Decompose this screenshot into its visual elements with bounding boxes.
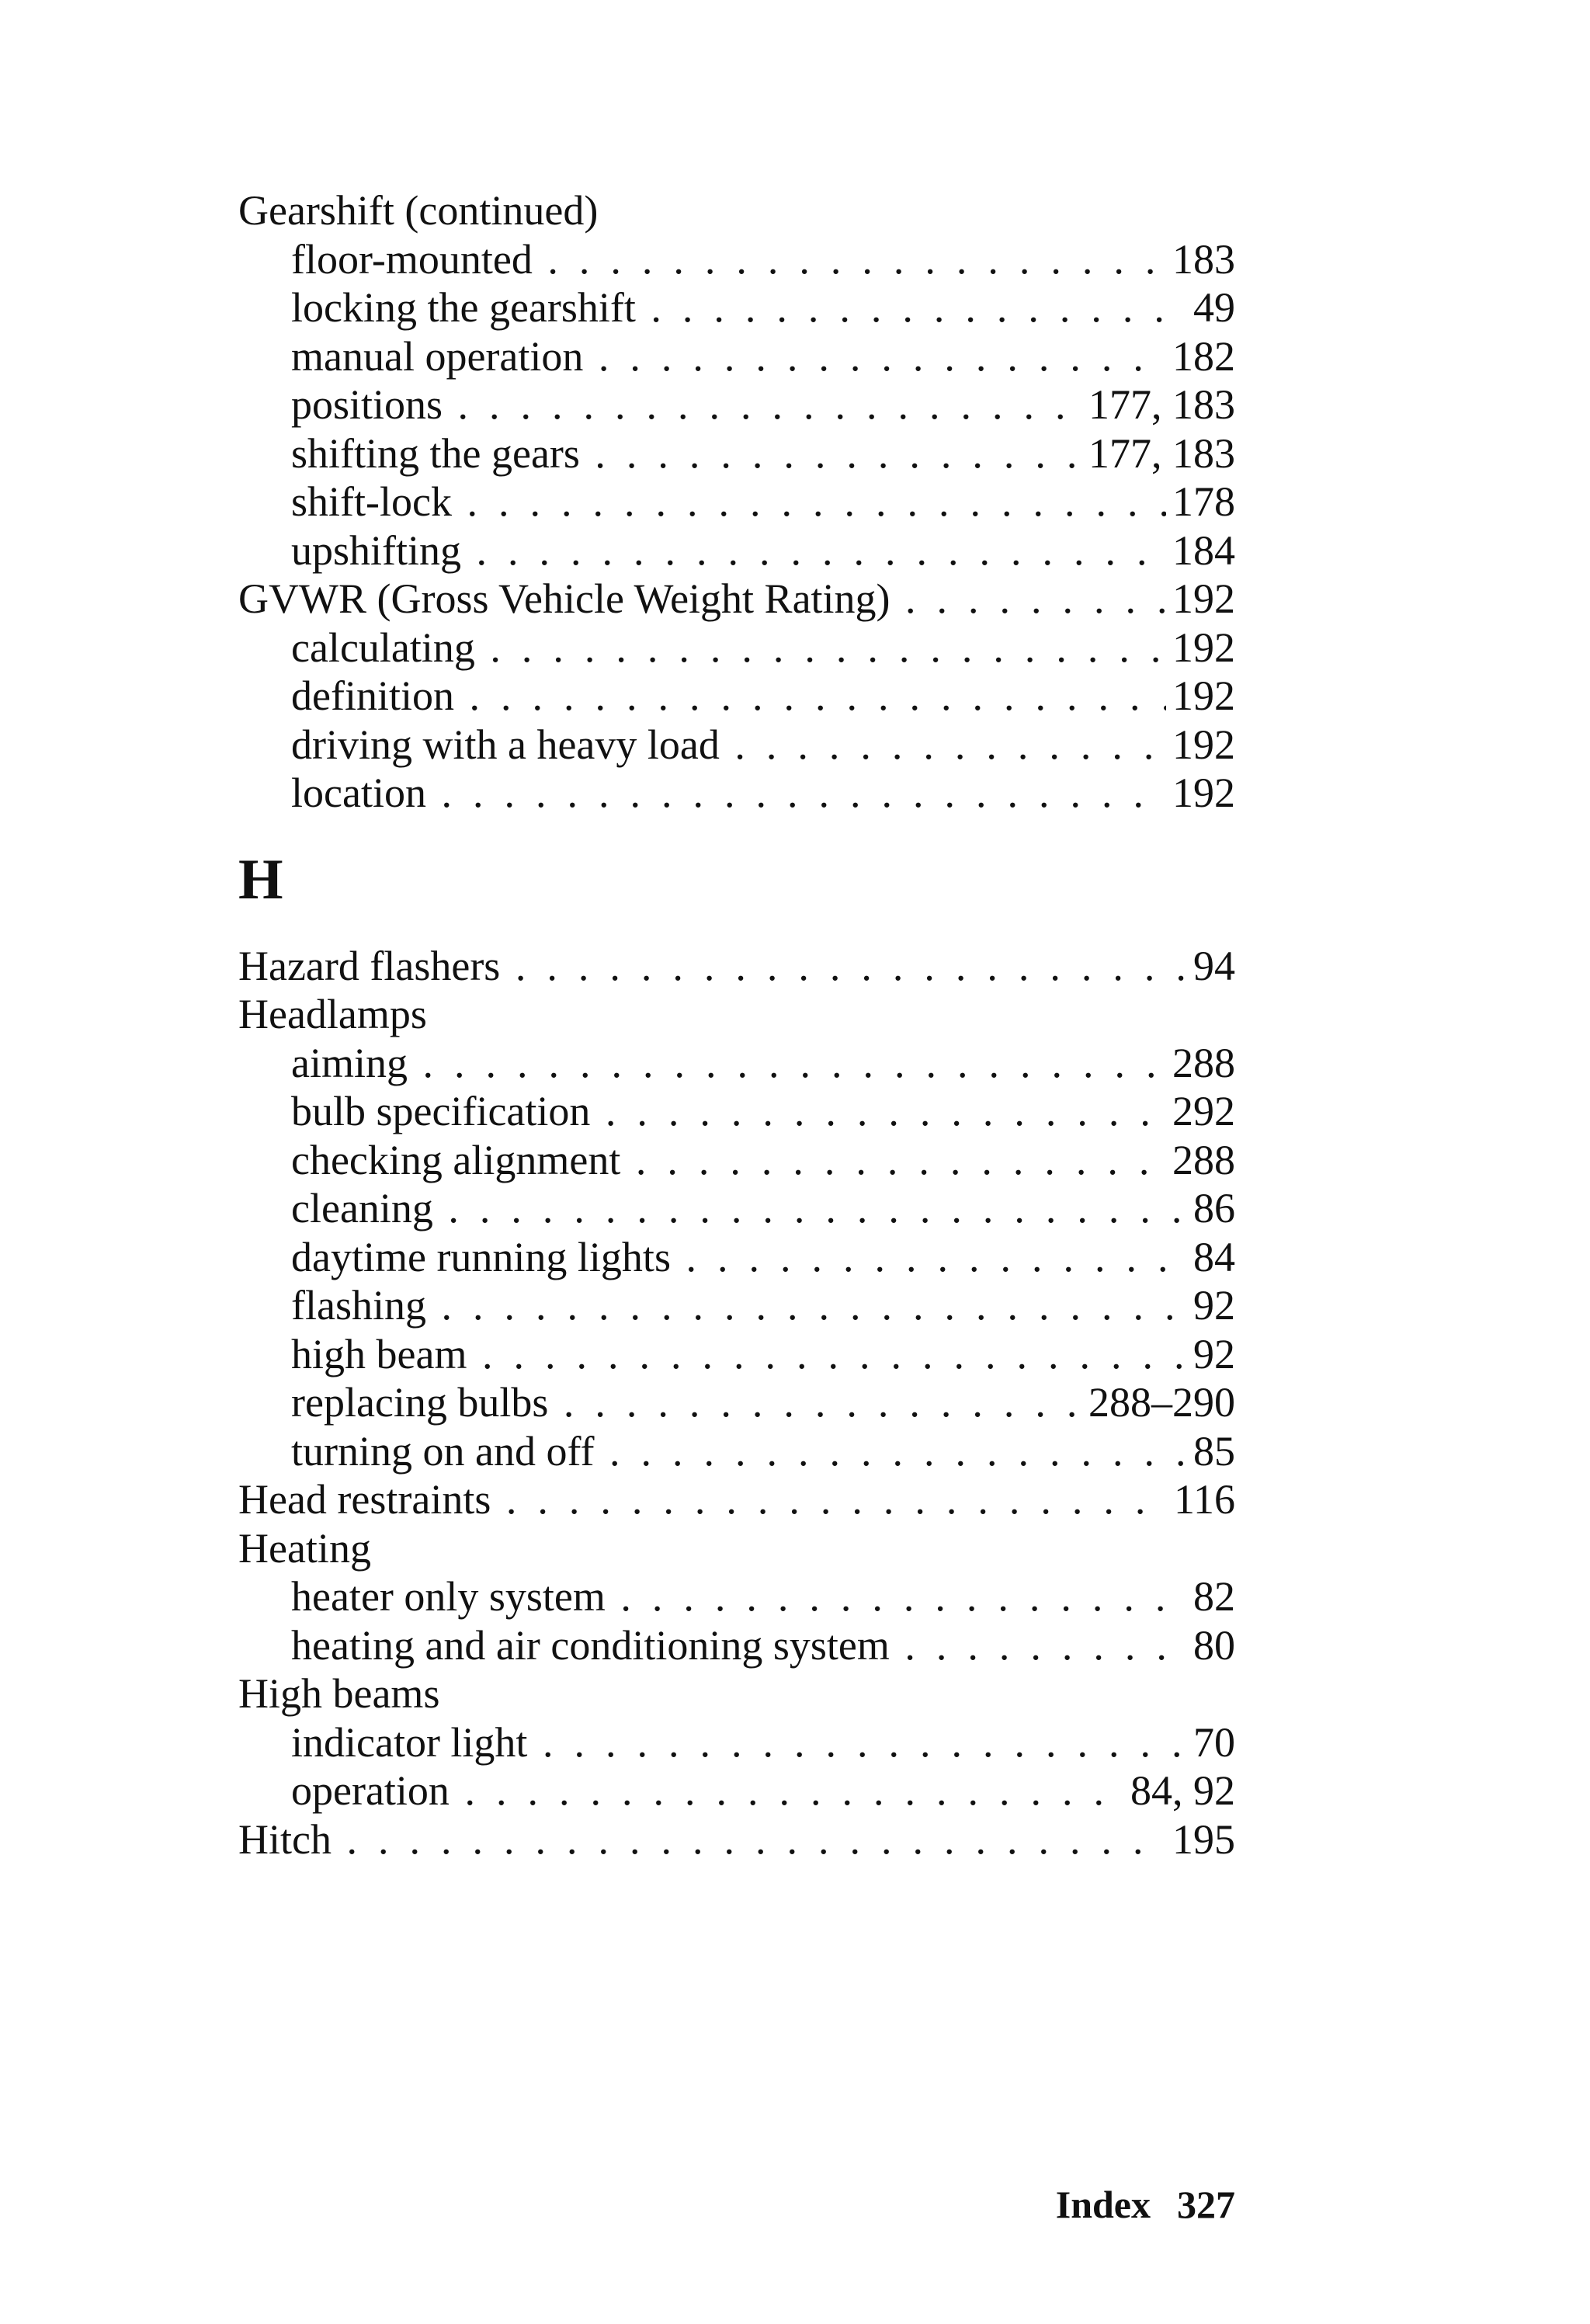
- dot-leader: [480, 624, 1166, 672]
- index-subentry: [238, 429, 1235, 478]
- entry-pages: 92: [1193, 1330, 1235, 1377]
- dot-leader: [454, 1766, 1124, 1815]
- dot-leader: [457, 478, 1166, 526]
- entry-label: Gearshift (continued): [238, 187, 599, 234]
- index-subentry: [238, 1718, 1235, 1767]
- index-subentry: [238, 1378, 1235, 1427]
- entry-label: shift-lock: [291, 478, 452, 525]
- index-subentry: [238, 1572, 1235, 1621]
- page-footer: [1056, 2182, 1235, 2227]
- entry-label: replacing bulbs: [291, 1379, 549, 1426]
- entry-pages: 70: [1193, 1718, 1235, 1766]
- index-entry: [238, 575, 1235, 624]
- dot-leader: [895, 575, 1166, 624]
- dot-leader: [585, 429, 1082, 478]
- index-subentry: [238, 283, 1235, 332]
- entry-label: turning on and off: [291, 1427, 595, 1475]
- footer-section-label: Index: [1055, 2183, 1151, 2226]
- entry-pages: 182: [1172, 332, 1235, 380]
- entry-pages: 94: [1193, 942, 1235, 989]
- index-entry: [238, 1669, 1235, 1718]
- entry-label: high beam: [291, 1330, 467, 1377]
- index-subentry: [238, 721, 1235, 769]
- entry-label: shifting the gears: [291, 429, 580, 477]
- entry-label: indicator light: [291, 1718, 528, 1766]
- entry-pages: 292: [1172, 1088, 1235, 1134]
- section-letter-heading: [238, 818, 1235, 942]
- entry-label: definition: [291, 672, 454, 719]
- entry-label: Head restraints: [238, 1476, 491, 1523]
- index-subentry: [238, 1330, 1235, 1379]
- entry-label: manual operation: [291, 332, 584, 380]
- dot-leader: [412, 1039, 1166, 1088]
- index-entry: [238, 1475, 1235, 1524]
- dot-leader: [431, 769, 1166, 818]
- dot-leader: [553, 1378, 1082, 1427]
- entry-label: checking alignment: [291, 1136, 621, 1183]
- entry-pages: 288–290: [1088, 1379, 1235, 1426]
- index-subentry: [238, 1281, 1235, 1330]
- index-entry: [238, 1524, 1235, 1573]
- dot-leader: [505, 942, 1187, 991]
- entry-label: aiming: [291, 1039, 408, 1086]
- dot-leader: [595, 1087, 1166, 1136]
- entry-pages: 177, 183: [1088, 381, 1235, 428]
- dot-leader: [532, 1718, 1187, 1767]
- entry-label: High beams: [238, 1670, 440, 1717]
- dot-leader: [675, 1233, 1187, 1282]
- entry-pages: 86: [1193, 1185, 1235, 1231]
- entry-pages: 192: [1172, 672, 1235, 719]
- entry-pages: 49: [1193, 284, 1235, 331]
- index-subentry: [238, 624, 1235, 672]
- footer-page-number: 327: [1177, 2183, 1235, 2226]
- dot-leader: [537, 235, 1166, 284]
- entry-pages: 178: [1172, 478, 1235, 525]
- entry-label: bulb specification: [291, 1088, 591, 1134]
- index-subentry: [238, 1039, 1235, 1088]
- index-entry: [238, 990, 1235, 1039]
- index-list: [238, 186, 1235, 1864]
- entry-pages: 85: [1193, 1427, 1235, 1475]
- index-subentry: [238, 769, 1235, 818]
- entry-label: positions: [291, 381, 443, 428]
- entry-pages: 80: [1193, 1621, 1235, 1669]
- dot-leader: [459, 672, 1166, 721]
- entry-pages: 192: [1172, 721, 1235, 768]
- dot-leader: [894, 1621, 1187, 1670]
- entry-pages: 288: [1172, 1039, 1235, 1086]
- index-subentry: [238, 1427, 1235, 1476]
- dot-leader: [438, 1184, 1187, 1233]
- entry-label: heater only system: [291, 1573, 606, 1620]
- entry-label: Heating: [238, 1524, 371, 1572]
- dot-leader: [724, 721, 1166, 769]
- index-subentry: [238, 672, 1235, 721]
- dot-leader: [336, 1815, 1166, 1864]
- entry-pages: 177, 183: [1088, 429, 1235, 477]
- index-subentry: [238, 1621, 1235, 1670]
- entry-label: heating and air conditioning system: [291, 1621, 890, 1669]
- entry-label: cleaning: [291, 1185, 433, 1231]
- index-subentry: [238, 1136, 1235, 1185]
- entry-pages: 184: [1172, 526, 1235, 574]
- entry-label: upshifting: [291, 526, 462, 574]
- entry-pages: 192: [1172, 769, 1235, 816]
- dot-leader: [447, 380, 1082, 429]
- index-subentry: [238, 380, 1235, 429]
- index-subentry: [238, 1087, 1235, 1136]
- dot-leader: [625, 1136, 1166, 1185]
- entry-pages: 288: [1172, 1136, 1235, 1183]
- index-subentry: [238, 1233, 1235, 1282]
- entry-pages: 82: [1193, 1573, 1235, 1620]
- index-subentry: [238, 235, 1235, 284]
- entry-pages: 84: [1193, 1233, 1235, 1280]
- entry-label: daytime running lights: [291, 1233, 671, 1280]
- entry-label: locking the gearshift: [291, 284, 636, 331]
- dot-leader: [495, 1475, 1168, 1524]
- index-entry: [238, 942, 1235, 991]
- entry-label: flashing: [291, 1282, 426, 1329]
- entry-label: location: [291, 769, 426, 816]
- section-letter: H: [238, 847, 283, 912]
- entry-label: driving with a heavy load: [291, 721, 720, 768]
- entry-label: Headlamps: [238, 991, 427, 1037]
- entry-pages: 84, 92: [1130, 1767, 1235, 1814]
- entry-pages: 192: [1172, 624, 1235, 671]
- index-entry: [238, 186, 1235, 235]
- dot-leader: [599, 1427, 1187, 1476]
- entry-pages: 92: [1193, 1282, 1235, 1329]
- dot-leader: [466, 526, 1166, 575]
- index-subentry: [238, 526, 1235, 575]
- entry-pages: 183: [1172, 235, 1235, 283]
- index-entry: [238, 1815, 1235, 1864]
- entry-label: Hazard flashers: [238, 942, 501, 989]
- dot-leader: [610, 1572, 1187, 1621]
- dot-leader: [641, 283, 1187, 332]
- index-subentry: [238, 332, 1235, 381]
- entry-label: calculating: [291, 624, 475, 671]
- index-subentry: [238, 1766, 1235, 1815]
- entry-pages: 192: [1172, 575, 1235, 622]
- entry-pages: 116: [1174, 1476, 1235, 1523]
- entry-label: operation: [291, 1767, 450, 1814]
- dot-leader: [471, 1330, 1187, 1379]
- entry-label: Hitch: [238, 1815, 332, 1863]
- dot-leader: [431, 1281, 1187, 1330]
- entry-label: floor-mounted: [291, 235, 533, 283]
- index-subentry: [238, 1184, 1235, 1233]
- index-subentry: [238, 478, 1235, 526]
- dot-leader: [588, 332, 1166, 381]
- entry-label: GVWR (Gross Vehicle Weight Rating): [238, 575, 890, 622]
- entry-pages: 195: [1172, 1815, 1235, 1863]
